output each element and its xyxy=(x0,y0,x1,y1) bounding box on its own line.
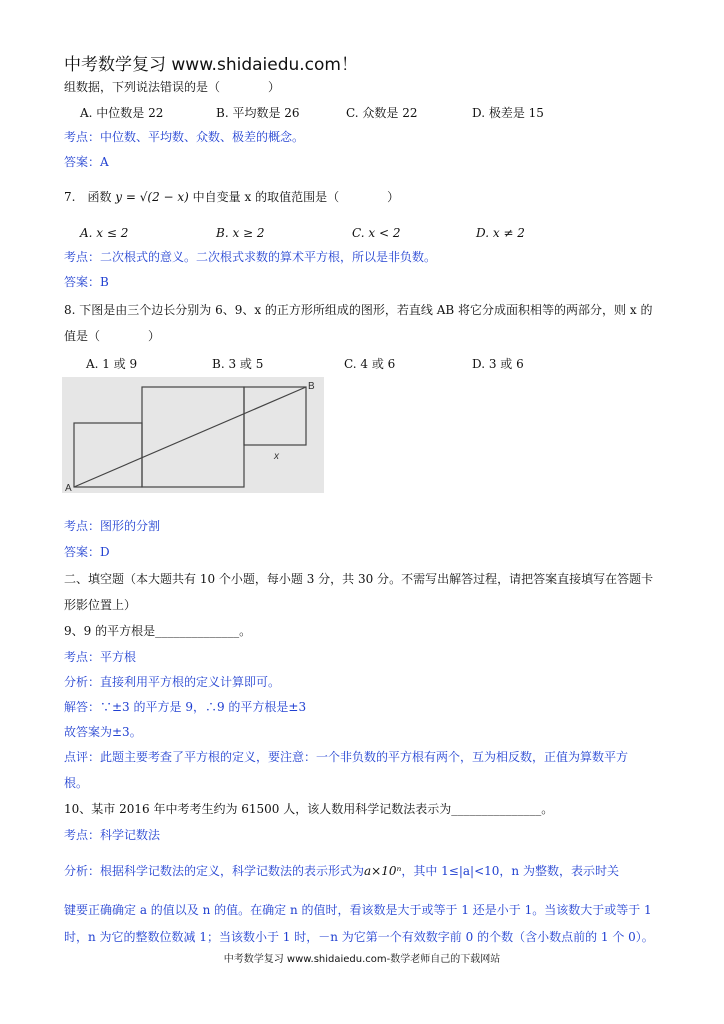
q10-kaodian: 考点：科学记数法 xyxy=(64,828,161,842)
q9-jieda: 解答：∵±3 的平方是 9，∴9 的平方根是±3 xyxy=(64,700,307,714)
q8-stem-line2: 值是（ ） xyxy=(64,329,161,343)
q6-option-d: D. 极差是 15 xyxy=(472,106,544,120)
q6-option-c: C. 众数是 22 xyxy=(346,106,418,120)
q6-kaodian: 考点：中位数、平均数、众数、极差的概念。 xyxy=(64,130,305,144)
q10-stem: 10、某市 2016 年中考考生约为 61500 人，该人数用科学记数法表示为_______________。 xyxy=(64,802,554,816)
q8-option-a: A. 1 或 9 xyxy=(86,357,138,371)
q9-kaodian: 考点：平方根 xyxy=(64,650,137,664)
q7-option-d: D. x ≠ 2 xyxy=(476,226,525,240)
q7-stem xyxy=(64,190,399,205)
q7-suffix: 中自变量 x 的取值范围是（ ） xyxy=(192,190,400,204)
q6-option-b: B. 平均数是 26 xyxy=(216,106,300,120)
q9-stem: 9、9 的平方根是______________。 xyxy=(64,624,252,638)
q7-option-c: C. x < 2 xyxy=(352,226,401,240)
square-6 xyxy=(74,423,142,487)
q7-kaodian: 考点：二次根式的意义。二次根式求数的算术平方根，所以是非负数。 xyxy=(64,250,437,264)
q8-option-b: B. 3 或 5 xyxy=(212,357,264,371)
q9-answer: 故答案为±3。 xyxy=(64,725,142,739)
q10-formula: a×10ⁿ xyxy=(364,864,402,878)
q10-fenxi-line2: 键要正确确定 a 的值以及 n 的值。在确定 n 的值时，看该数是大于或等于 1 还是小于 1。当该数大于或等于 1 xyxy=(64,903,652,917)
square-9 xyxy=(142,387,244,487)
line-ab xyxy=(74,387,306,487)
q6-option-a: A. 中位数是 22 xyxy=(80,106,164,120)
q9-dianping-line2: 根。 xyxy=(64,776,89,790)
q10-fenxi-b: ，其中 1≤|a|<10，n 为整数，表示时关 xyxy=(401,864,619,878)
q8-answer: 答案：D xyxy=(64,545,110,559)
q7-prefix: 7. 函数 xyxy=(64,190,112,204)
q8-kaodian: 考点：图形的分割 xyxy=(64,519,161,533)
q10-fenxi-line1 xyxy=(64,864,619,879)
q8-option-d: D. 3 或 6 xyxy=(472,357,524,371)
q10-fenxi-line3: 时，n 为它的整数位数减 1；当该数小于 1 时，－n 为它第一个有效数字前 0 的个数（含小数点前的 1 个 0）。 xyxy=(64,930,654,944)
q6-answer: 答案：A xyxy=(64,155,109,169)
q8-stem-line1: 8. 下图是由三个边长分别为 6、9、x 的正方形所组成的图形，若直线 AB 将它分成面积相等的两部分，则 x 的 xyxy=(64,303,653,317)
q6-stem: 组数据，下列说法错误的是（ ） xyxy=(64,80,281,94)
q7-option-b: B. x ≥ 2 xyxy=(216,226,265,240)
q9-dianping-line1: 点评：此题主要考查了平方根的定义，要注意：一个非负数的平方根有两个，互为相反数，正值为算数平方 xyxy=(64,750,629,764)
square-x xyxy=(244,387,306,445)
q9-fenxi: 分析：直接利用平方根的定义计算即可。 xyxy=(64,675,281,689)
q7-answer: 答案：B xyxy=(64,275,109,289)
point-b-label: B xyxy=(308,381,315,392)
q10-fenxi-a: 分析：根据科学记数法的定义，科学记数法的表示形式为 xyxy=(64,864,365,878)
q8-figure xyxy=(62,377,324,493)
q8-option-c: C. 4 或 6 xyxy=(344,357,396,371)
section2-line1: 二、填空题（本大题共有 10 个小题，每小题 3 分，共 30 分。不需写出解答过程，请把答案直接填写在答题卡 xyxy=(64,572,654,586)
point-a-label: A xyxy=(65,483,72,493)
q7-formula: y = √(2 − x) xyxy=(115,190,189,204)
q7-option-a: A. x ≤ 2 xyxy=(80,226,129,240)
section2-line2: 形影位置上） xyxy=(64,598,137,612)
side-x-label: x xyxy=(274,451,279,462)
page-header: 中考数学复习 www.shidaiedu.com！ xyxy=(64,55,358,75)
page-footer: 中考数学复习 www.shidaiedu.com-数学老师自己的下载网站 xyxy=(223,954,501,965)
